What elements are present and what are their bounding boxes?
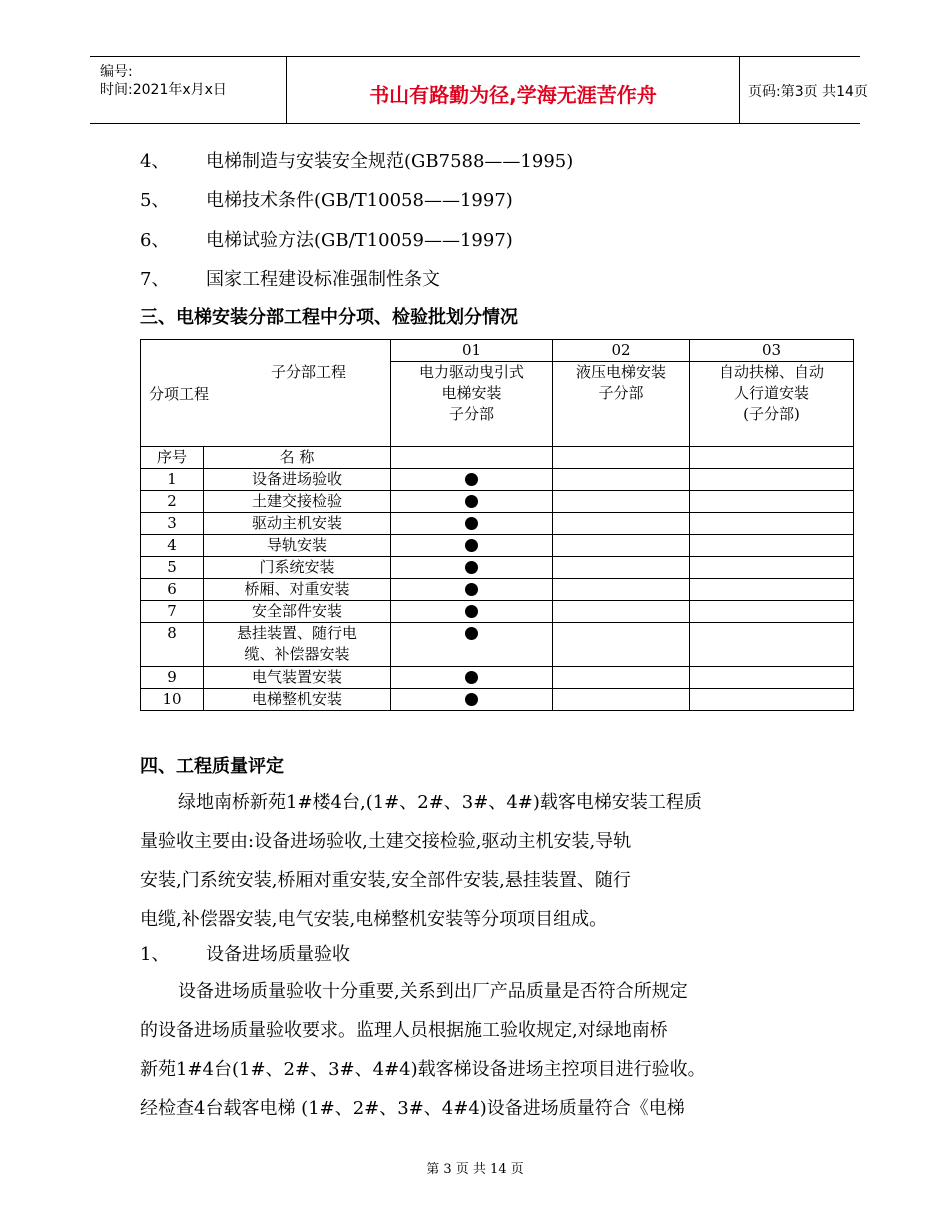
- row-seq: 10: [141, 689, 204, 711]
- list-text: 电梯制造与安装安全规范(GB7588——1995): [206, 151, 574, 172]
- table-row: [141, 491, 854, 513]
- motto: 书山有路勤为径,学海无涯苦作舟: [369, 83, 657, 107]
- empty-cell: [690, 469, 854, 491]
- filled-dot-icon: [465, 671, 478, 684]
- section-4-title: 四、工程质量评定: [140, 756, 284, 777]
- empty-cell: [553, 469, 690, 491]
- row-name: 设备进场验收: [204, 469, 391, 491]
- para-text: 设备进场质量验收十分重要,关系到出厂产品质量是否符合所规定: [178, 981, 688, 1002]
- row-seq: 8: [141, 623, 204, 667]
- time-label: 时间:2021年x月x日: [100, 82, 227, 98]
- col-name-line: 人行道安装: [733, 384, 809, 402]
- row-seq: 2: [141, 491, 204, 513]
- list-text: 电梯试验方法(GB/T10059——1997): [206, 230, 513, 251]
- para-text: 绿地南桥新苑1#楼4台,(1#、2#、3#、4#)载客电梯安装工程质: [178, 792, 702, 813]
- row-seq: 9: [141, 667, 204, 689]
- empty-cell: [690, 667, 854, 689]
- col-name: [553, 362, 690, 447]
- col-name-line: 子分部: [448, 405, 494, 423]
- filled-dot-icon: [465, 473, 478, 486]
- check-cell: [391, 667, 553, 689]
- filled-dot-icon: [465, 539, 478, 552]
- list-number: 6、: [140, 230, 170, 251]
- empty-cell: [690, 491, 854, 513]
- list-text: 设备进场质量验收: [206, 944, 350, 965]
- para-line: 量验收主要由:设备进场验收,土建交接检验,驱动主机安装,导轨: [140, 831, 632, 852]
- name-header: 名 称: [204, 447, 391, 469]
- col-name-line: 电力驱动曳引式: [418, 363, 524, 381]
- row-seq: 3: [141, 513, 204, 535]
- check-cell: [391, 513, 553, 535]
- empty-cell: [553, 513, 690, 535]
- empty-cell: [690, 579, 854, 601]
- col-name: [690, 362, 854, 447]
- table-row: [141, 579, 854, 601]
- page-header: [90, 56, 868, 124]
- check-cell: [391, 579, 553, 601]
- empty-cell: [690, 513, 854, 535]
- list-number: 4、: [140, 151, 170, 172]
- col-name: [391, 362, 553, 447]
- row-seq: 1: [141, 469, 204, 491]
- row-name: 土建交接检验: [204, 491, 391, 513]
- empty-cell: [553, 447, 690, 469]
- list-number: 5、: [140, 190, 170, 211]
- filled-dot-icon: [465, 627, 478, 640]
- row-name: 门系统安装: [204, 557, 391, 579]
- row-seq: 6: [141, 579, 204, 601]
- check-cell: [391, 469, 553, 491]
- section-3-title: 三、电梯安装分部工程中分项、检验批划分情况: [140, 307, 518, 328]
- filled-dot-icon: [465, 693, 478, 706]
- filled-dot-icon: [465, 517, 478, 530]
- row-name-line: 缆、补偿器安装: [244, 645, 350, 663]
- col-name-line: 电梯安装: [441, 384, 502, 402]
- table-row: [141, 535, 854, 557]
- table-row: [141, 667, 854, 689]
- para-line: 经检查4台载客电梯 (1#、2#、3#、4#4)设备进场质量符合《电梯: [140, 1098, 685, 1119]
- corner-header: [141, 340, 391, 447]
- filled-dot-icon: [465, 495, 478, 508]
- empty-cell: [690, 601, 854, 623]
- table-row: [141, 469, 854, 491]
- row-name: 电梯整机安装: [204, 689, 391, 711]
- para-line: [140, 783, 810, 822]
- empty-cell: [690, 689, 854, 711]
- code-label: 编号:: [100, 64, 133, 80]
- col-name-line: 自动扶梯、自动: [718, 363, 824, 381]
- page-footer: 第 3 页 共 14 页: [426, 1162, 524, 1177]
- para-line: 电缆,补偿器安装,电气安装,电梯整机安装等分项项目组成。: [140, 909, 608, 930]
- list-text: 国家工程建设标准强制性条文: [206, 269, 440, 290]
- empty-cell: [553, 579, 690, 601]
- check-cell: [391, 601, 553, 623]
- para-line: 新苑1#4台(1#、2#、3#、4#4)载客梯设备进场主控项目进行验收。: [140, 1059, 706, 1080]
- item-1-paragraph: [140, 972, 810, 1128]
- empty-cell: [690, 557, 854, 579]
- check-cell: [391, 623, 553, 667]
- empty-cell: [553, 667, 690, 689]
- filled-dot-icon: [465, 605, 478, 618]
- section-4-paragraph: [140, 783, 810, 939]
- header-meta: [90, 57, 286, 123]
- page-info: 页码:第3页 共14页: [748, 84, 868, 100]
- row-name: 桥厢、对重安装: [204, 579, 391, 601]
- seq-header: 序号: [141, 447, 204, 469]
- empty-cell: [553, 601, 690, 623]
- empty-cell: [391, 447, 553, 469]
- col-name-line: (子分部): [743, 405, 800, 423]
- row-name: 驱动主机安装: [204, 513, 391, 535]
- row-seq: 5: [141, 557, 204, 579]
- empty-cell: [553, 689, 690, 711]
- table-row: [141, 513, 854, 535]
- row-name: 导轨安装: [204, 535, 391, 557]
- para-line: 安装,门系统安装,桥厢对重安装,安全部件安装,悬挂装置、随行: [140, 870, 631, 891]
- col-code: 01: [391, 340, 553, 362]
- row-name: 安全部件安装: [204, 601, 391, 623]
- list-text: 电梯技术条件(GB/T10058——1997): [206, 190, 513, 211]
- col-name-line: 子分部: [598, 384, 644, 402]
- row-seq: 7: [141, 601, 204, 623]
- empty-cell: [553, 535, 690, 557]
- header-page-cell: [738, 57, 868, 123]
- row-name: [204, 623, 391, 667]
- row-seq: 4: [141, 535, 204, 557]
- table-row: [141, 557, 854, 579]
- header-motto-cell: [286, 57, 740, 123]
- row-name-line: 悬挂装置、随行电: [236, 624, 357, 642]
- list-number: 7、: [140, 269, 170, 290]
- filled-dot-icon: [465, 561, 478, 574]
- table-row: [141, 689, 854, 711]
- empty-cell: [690, 623, 854, 667]
- para-line: [140, 972, 810, 1011]
- empty-cell: [553, 557, 690, 579]
- filled-dot-icon: [465, 583, 478, 596]
- check-cell: [391, 689, 553, 711]
- empty-cell: [690, 535, 854, 557]
- row-name: 电气装置安装: [204, 667, 391, 689]
- check-cell: [391, 557, 553, 579]
- check-cell: [391, 535, 553, 557]
- table-row: [141, 623, 854, 667]
- list-number: 1、: [140, 944, 170, 965]
- corner-bottom: 分项工程: [149, 385, 210, 403]
- col-code: 02: [553, 340, 690, 362]
- empty-cell: [690, 447, 854, 469]
- table-row: [141, 601, 854, 623]
- corner-top: 子分部工程: [271, 363, 347, 381]
- col-code: 03: [690, 340, 854, 362]
- empty-cell: [553, 623, 690, 667]
- para-line: 的设备进场质量验收要求。监理人员根据施工验收规定,对绿地南桥: [140, 1020, 668, 1041]
- col-name-line: 液压电梯安装: [575, 363, 666, 381]
- empty-cell: [553, 491, 690, 513]
- check-cell: [391, 491, 553, 513]
- division-table: [140, 339, 854, 711]
